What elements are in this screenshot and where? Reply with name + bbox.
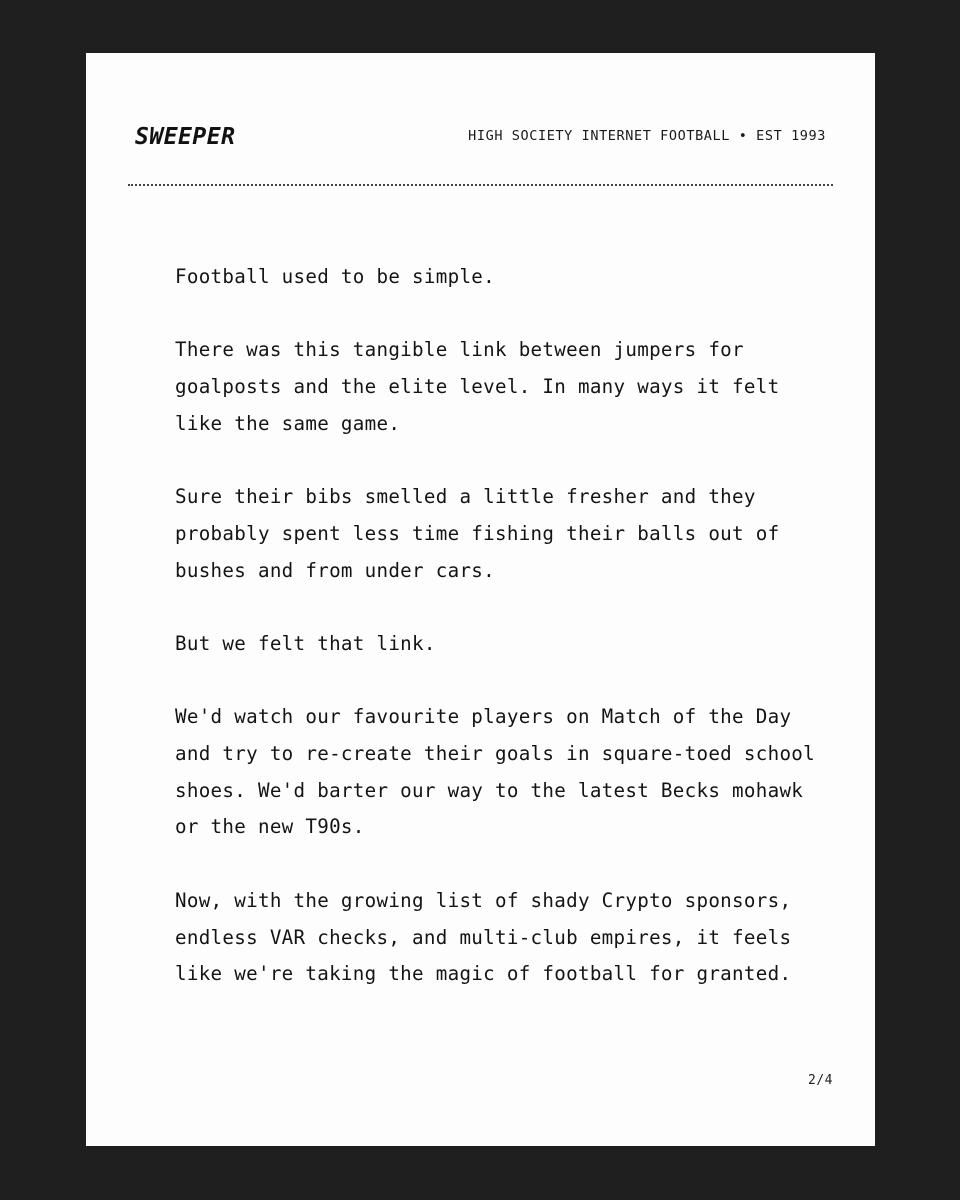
paragraph: There was this tangible link between jumpers for goalposts and the elite level. In many ways it felt like the same game. <box>175 338 780 435</box>
paragraph: Sure their bibs smelled a little fresher and they probably spent less time fishing their balls out of bushes and from under cars. <box>175 485 780 582</box>
article-body <box>175 259 815 1030</box>
page-number: 2/4 <box>808 1073 833 1088</box>
brand-logo: SWEEPER <box>135 124 236 150</box>
header-tagline: HIGH SOCIETY INTERNET FOOTBALL • EST 1993 <box>468 128 826 144</box>
paragraph: But we felt that link. <box>175 631 436 655</box>
document-page <box>86 53 875 1146</box>
header-divider <box>128 184 833 186</box>
paragraph: Football used to be simple. <box>175 265 495 288</box>
paragraph: We'd watch our favourite players on Match of the Day and try to re-create their goals in square-toed school shoes. We'd barter our way to the latest Becks mohawk or the new T90s. <box>175 705 815 839</box>
paragraph: Now, with the growing list of shady Crypto sponsors, endless VAR checks, and multi-club empires, it feels like we're taking the magic of football for granted. <box>175 888 792 986</box>
